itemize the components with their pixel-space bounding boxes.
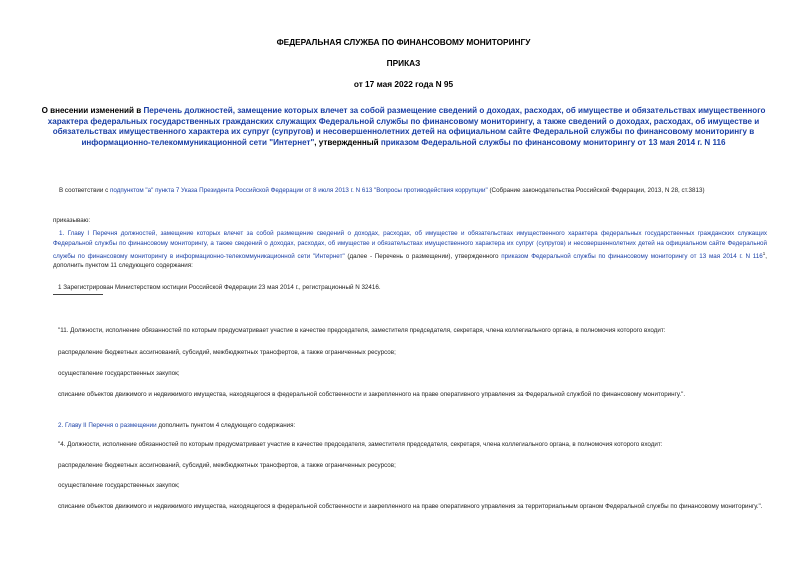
doc-type-heading: ПРИКАЗ xyxy=(386,58,421,68)
point-11-b: осуществление государственных закупок; xyxy=(58,370,180,377)
point-11-c: списание объектов движимого и недвижимого имущества, находящегося в федеральной собственности и закрепленного на праве оперативного управления за Федеральной службой по финансовому мониторингу.". xyxy=(58,391,686,398)
title-text-1: О внесении изменений в xyxy=(41,106,144,115)
item2-num[interactable]: 2. xyxy=(58,422,65,429)
point-4-a: распределение бюджетных ассигнований, субсидий, межбюджетных трансфертов, а также ограниченных ресурсов; xyxy=(58,462,396,469)
footnote-text: 1 Зарегистрирован Министерством юстиции Российской Федерации 23 мая 2014 г., регистрационный N 32416. xyxy=(58,284,381,291)
agency-heading: ФЕДЕРАЛЬНАЯ СЛУЖБА ПО ФИНАНСОВОМУ МОНИТОРИНГУ xyxy=(276,37,531,47)
point-11-a: распределение бюджетных ассигнований, субсидий, межбюджетных трансфертов, а также ограниченных ресурсов; xyxy=(58,349,396,356)
item1-text-2: , дополнить пунктом 11 следующего содержания: xyxy=(53,252,767,270)
item1-text-1: (далее - Перечень о размещении), утвержденного xyxy=(344,252,502,260)
item2-paragraph xyxy=(58,421,767,431)
preamble-paragraph xyxy=(53,186,767,196)
item2-text: дополнить пунктом 4 следующего содержания: xyxy=(156,422,296,429)
preamble-text-2: (Собрание законодательства Российской Федерации, 2013, N 28, ст.3813) xyxy=(487,187,705,194)
footnote-divider xyxy=(53,294,103,295)
item1-link-order[interactable]: приказом Федеральной службы по финансовому мониторингу от 13 мая 2014 г. N 116 xyxy=(501,252,763,260)
title-link-list[interactable]: Перечень должностей, замещение которых влечет за собой размещение сведений о доходах, расходах, об имуществе и обязательствах имущественного характера федеральных государственных гражданских служащих Федеральной службы по финансовому мониторингу, а также сведений о доходах, расходах, об имуществе и обязательствах имущественного характера их супруг (супругов) и несовершеннолетних детей на официальном сайте Федеральной службы по финансовому мониторингу в информационно-телекоммуникационной сети "Интернет" xyxy=(47,106,766,147)
item1-link-chapter[interactable]: 1. Главу I Перечня должностей, замещение которых влечет за собой размещение сведений о доходах, расходах, об имуществе и обязательствах имущественного характера федеральных государственных гражданских служащих Федеральной службы по финансовому мониторингу, а также сведений о доходах, расходах, об имуществе и обязательствах имущественного характера их супруг (супругов) и несовершеннолетних детей на официальном сайте Федеральной службы по финансовому мониторингу в информационно-телекоммуникационной сети "Интернет" xyxy=(53,230,767,260)
title-text-2: , утвержденный xyxy=(314,137,381,147)
item2-link[interactable]: Главу II Перечня о размещении xyxy=(64,422,157,429)
point-11: "11. Должности, исполнение обязанностей по которым предусматривает участие в качестве председателя, заместителя председателя, секретаря, члена коллегиального органа, в полномочия которого входит: xyxy=(58,327,666,334)
orders-line: приказываю: xyxy=(53,217,91,224)
item1-paragraph xyxy=(53,229,767,271)
title-link-order[interactable]: приказом Федеральной службы по финансовому мониторингу от 13 мая 2014 г. N 116 xyxy=(380,137,726,147)
date-number-heading: от 17 мая 2022 года N 95 xyxy=(353,79,454,89)
point-4-b: осуществление государственных закупок; xyxy=(58,482,180,489)
point-4-c: списание объектов движимого и недвижимого имущества, находящегося в федеральной собственности и закрепленного на праве оперативного управления за территориальным органом Федеральной службы по финансовому мониторингу.". xyxy=(58,503,763,510)
point-4: "4. Должности, исполнение обязанностей по которым предусматривает участие в качестве председателя, заместителя председателя, секретаря, члена коллегиального органа, в полномочия которого входит: xyxy=(58,441,663,448)
document-title xyxy=(40,106,767,148)
preamble-link[interactable]: подпунктом "а" пункта 7 Указа Президента Российской Федерации от 8 июля 2013 г. N 613 "Вопросы противодействия коррупции" xyxy=(109,187,488,194)
preamble-text-1: В соответствии с xyxy=(59,187,110,194)
footnote-ref: 1 xyxy=(762,250,766,256)
